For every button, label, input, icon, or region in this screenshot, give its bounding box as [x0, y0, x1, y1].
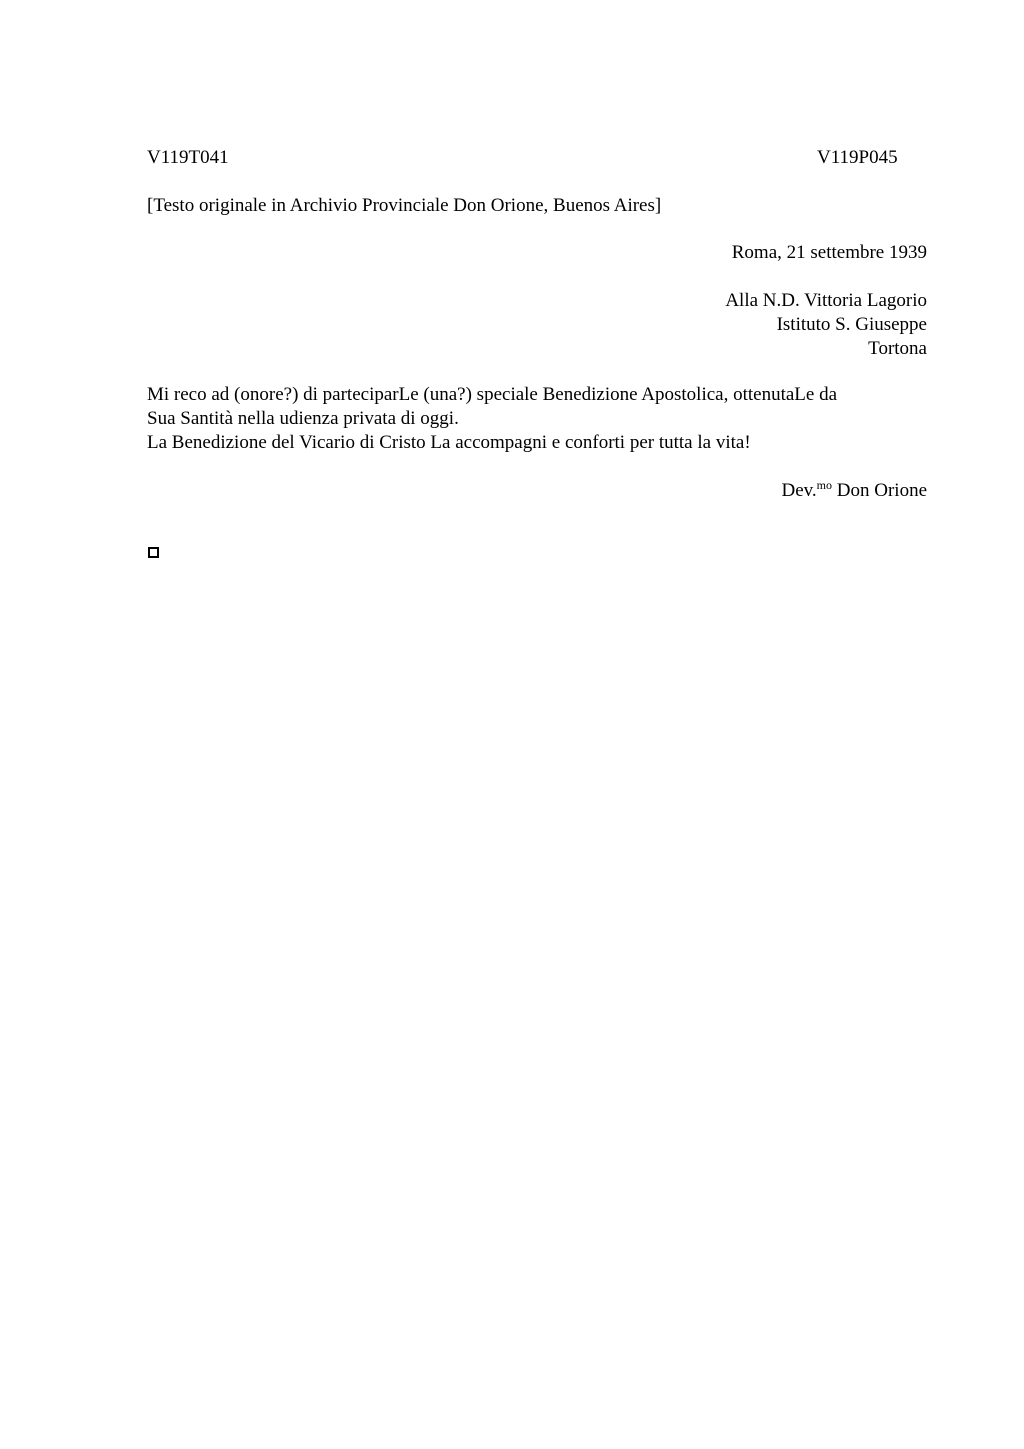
- recipient-name: Alla N.D. Vittoria Lagorio: [725, 290, 927, 311]
- signature: [782, 479, 928, 503]
- recipient-city: Tortona: [868, 338, 927, 359]
- letter-body: [147, 383, 927, 455]
- body-line-2: Sua Santità nella udienza privata di oggi.: [147, 408, 459, 429]
- place-date: Roma, 21 settembre 1939: [731, 242, 927, 263]
- recipient-institute: Istituto S. Giuseppe: [776, 314, 927, 335]
- checkbox-icon: [148, 547, 159, 558]
- body-line-1: Mi reco ad (onore?) di parteciparLe (una?) speciale Benedizione Apostolica, ottenutaLe da: [147, 384, 838, 405]
- signature-prefix: Dev.: [781, 480, 817, 501]
- recipient-block: [725, 289, 927, 361]
- document-code-right: V119P045: [817, 147, 898, 168]
- body-line-3: La Benedizione del Vicario di Cristo La accompagni e conforti per tutta la vita!: [147, 432, 751, 453]
- source-note: [Testo originale in Archivio Provinciale Don Orione, Buenos Aires]: [147, 195, 662, 216]
- signature-superscript: mo: [816, 478, 833, 492]
- document-code-left: V119T041: [147, 147, 229, 168]
- signature-name: Don Orione: [832, 480, 927, 501]
